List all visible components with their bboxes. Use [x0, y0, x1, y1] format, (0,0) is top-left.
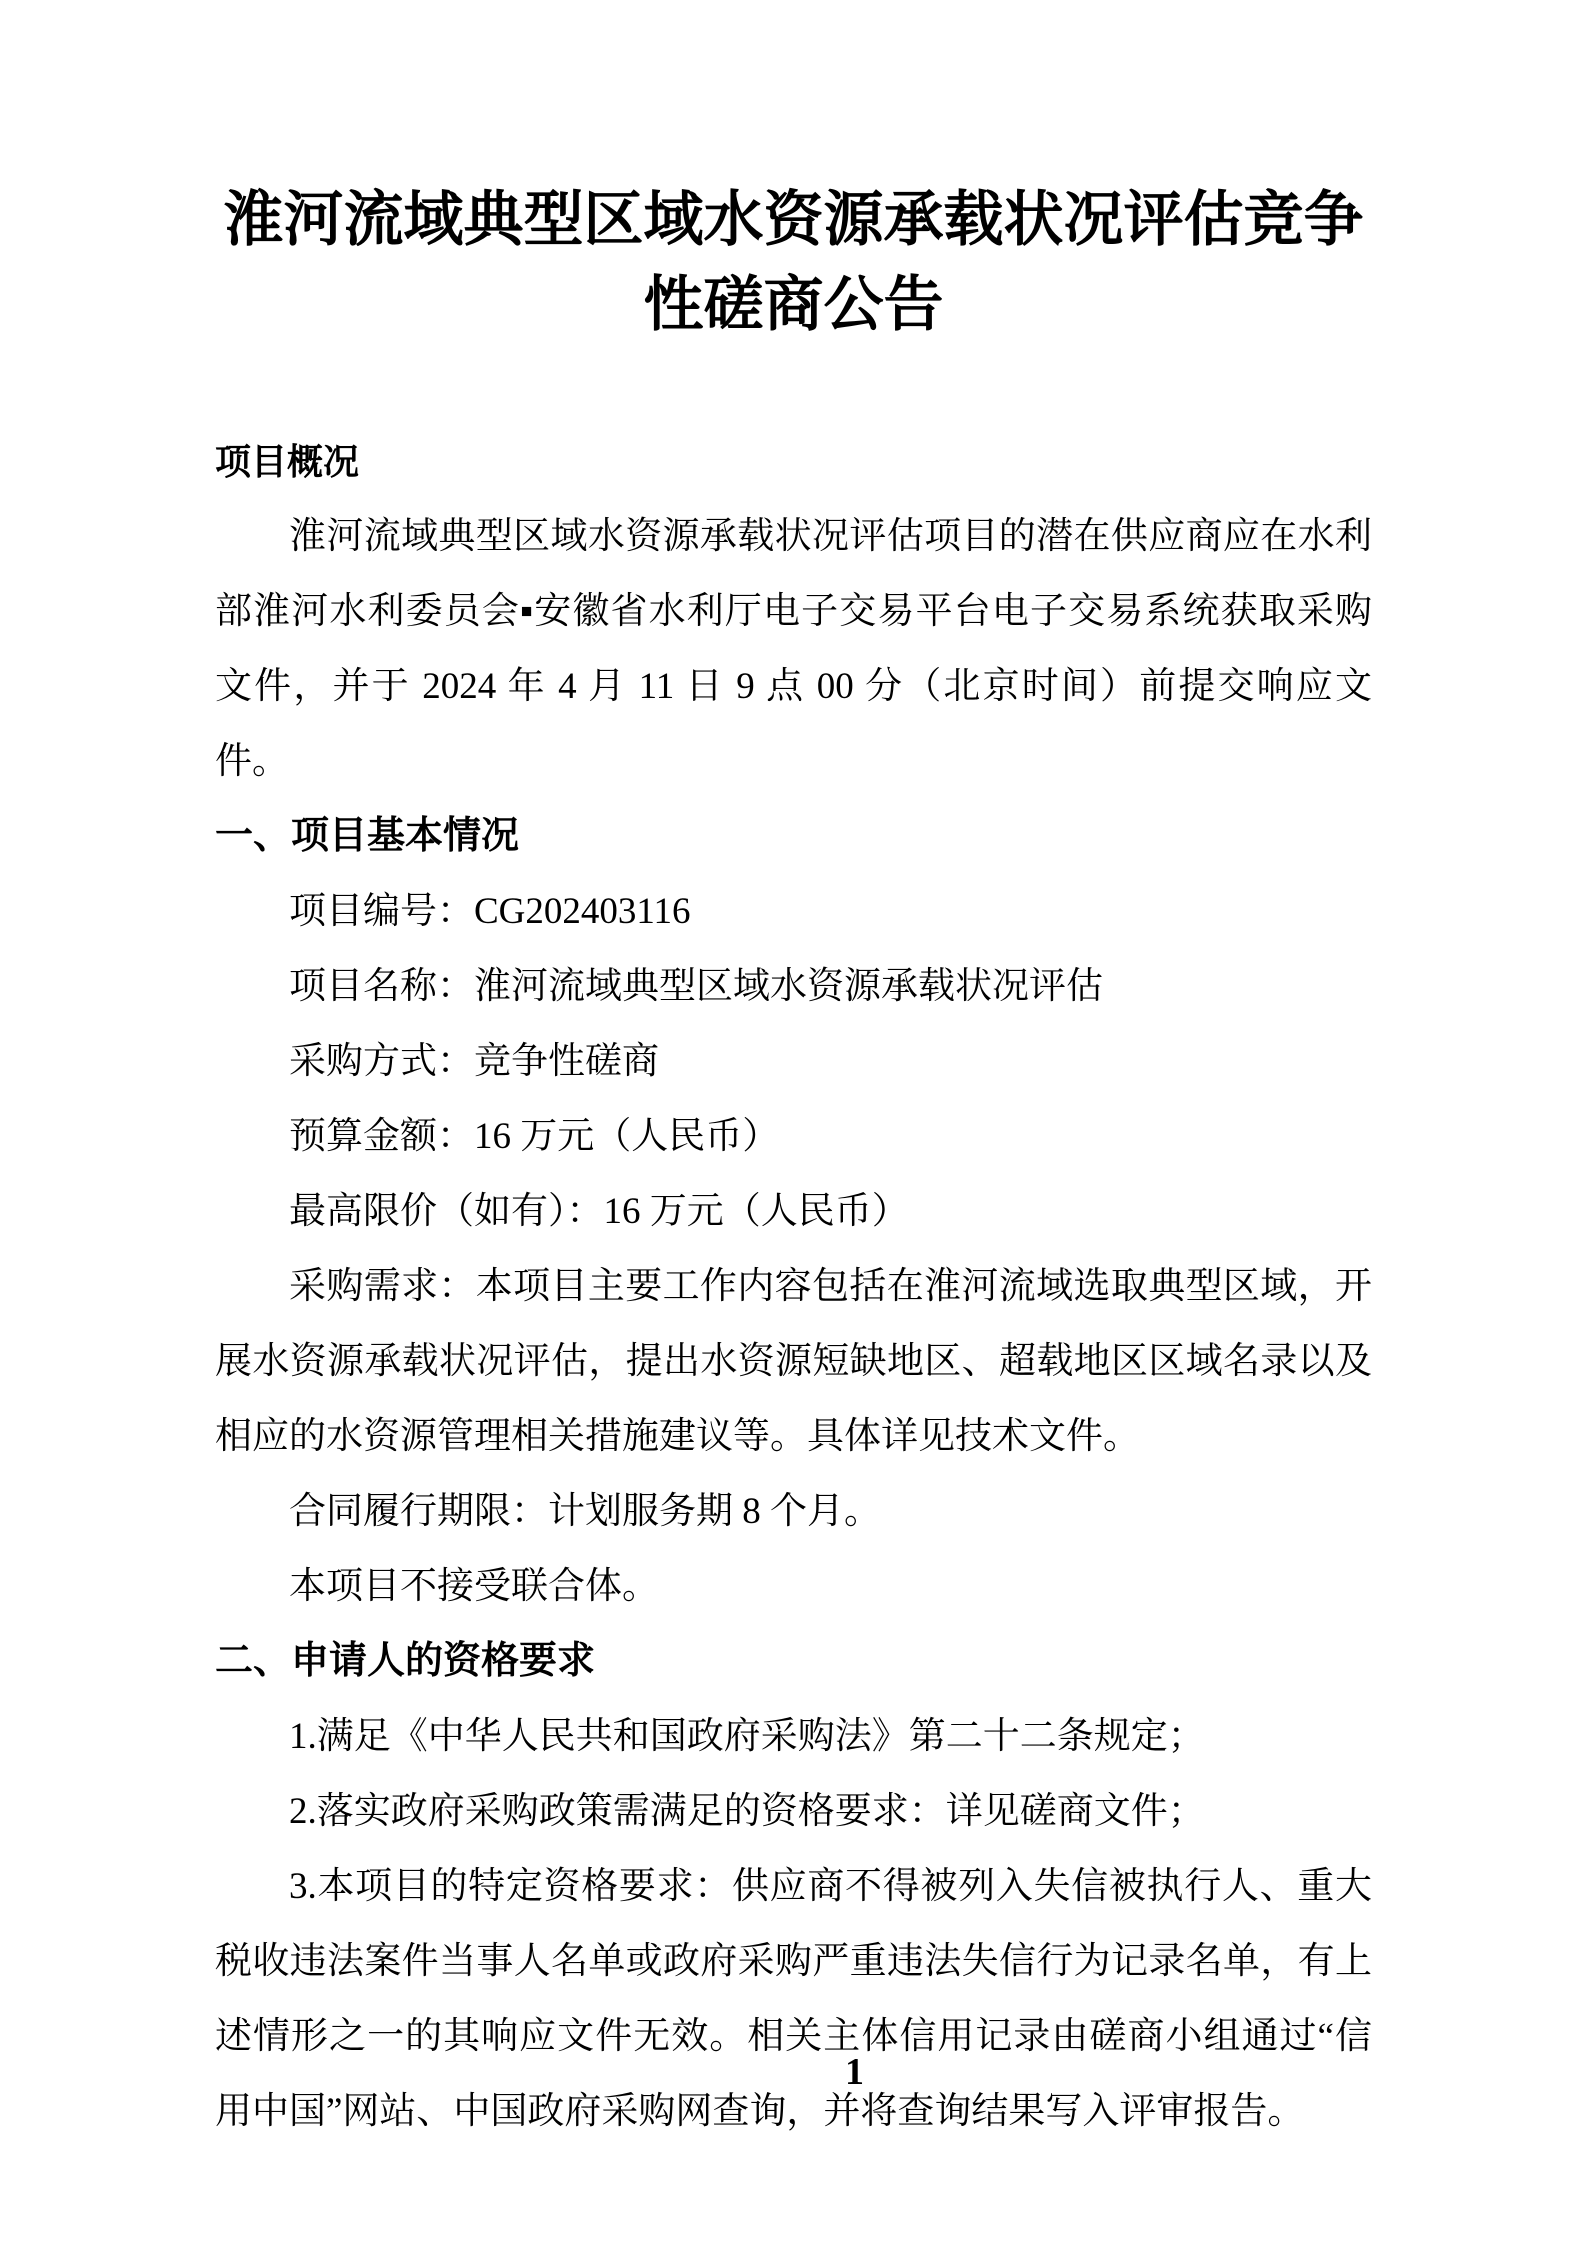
- field-project-name: 项目名称：淮河流域典型区域水资源承载状况评估: [289, 966, 1103, 1007]
- field-contract-period: 合同履行期限：计划服务期 8 个月。: [289, 1491, 881, 1532]
- page-number: 1: [845, 2051, 864, 2093]
- overview-heading: 项目概况: [215, 441, 360, 482]
- field-budget-amount: 预算金额：16 万元（人民币）: [289, 1116, 780, 1157]
- qualification-item-1: 1.满足《中华人民共和国政府采购法》第二十二条规定；: [289, 1716, 1205, 1757]
- document-title: 淮河流域典型区域水资源承载状况评估竞争性磋商公告: [223, 187, 1364, 338]
- field-procurement-requirements: 采购需求：本项目主要工作内容包括在淮河流域选取典型区域，开展水资源承载状况评估，提出水资源短缺地区、超载地区区域名录以及相应的水资源管理相关措施建议等。具体详见技术文件。: [215, 1266, 1372, 1457]
- field-procurement-method: 采购方式：竞争性磋商: [289, 1041, 659, 1082]
- overview-paragraph: 淮河流域典型区域水资源承载状况评估项目的潜在供应商应在水利部淮河水利委员会▪安徽省水利厅电子交易平台电子交易系统获取采购文件，并于 2024 年 4 月 11 日 9 点 00 分（北京时间）前提交响应文件。: [215, 516, 1372, 782]
- section2-heading: 二、申请人的资格要求: [215, 1640, 596, 1682]
- qualification-item-3: 3.本项目的特定资格要求：供应商不得被列入失信被执行人、重大税收违法案件当事人名单或政府采购严重违法失信行为记录名单，有上述情形之一的其响应文件无效。相关主体信用记录由磋商小组通过“信用中国”网站、中国政府采购网查询，并将查询结果写入评审报告。: [215, 1866, 1372, 2132]
- section1-heading: 一、项目基本情况: [215, 815, 520, 857]
- field-no-consortium: 本项目不接受联合体。: [289, 1566, 659, 1607]
- field-max-price: 最高限价（如有）：16 万元（人民币）: [289, 1191, 909, 1232]
- qualification-item-2: 2.落实政府采购政策需满足的资格要求：详见磋商文件；: [289, 1791, 1205, 1832]
- field-project-number: 项目编号：CG202403116: [289, 891, 691, 932]
